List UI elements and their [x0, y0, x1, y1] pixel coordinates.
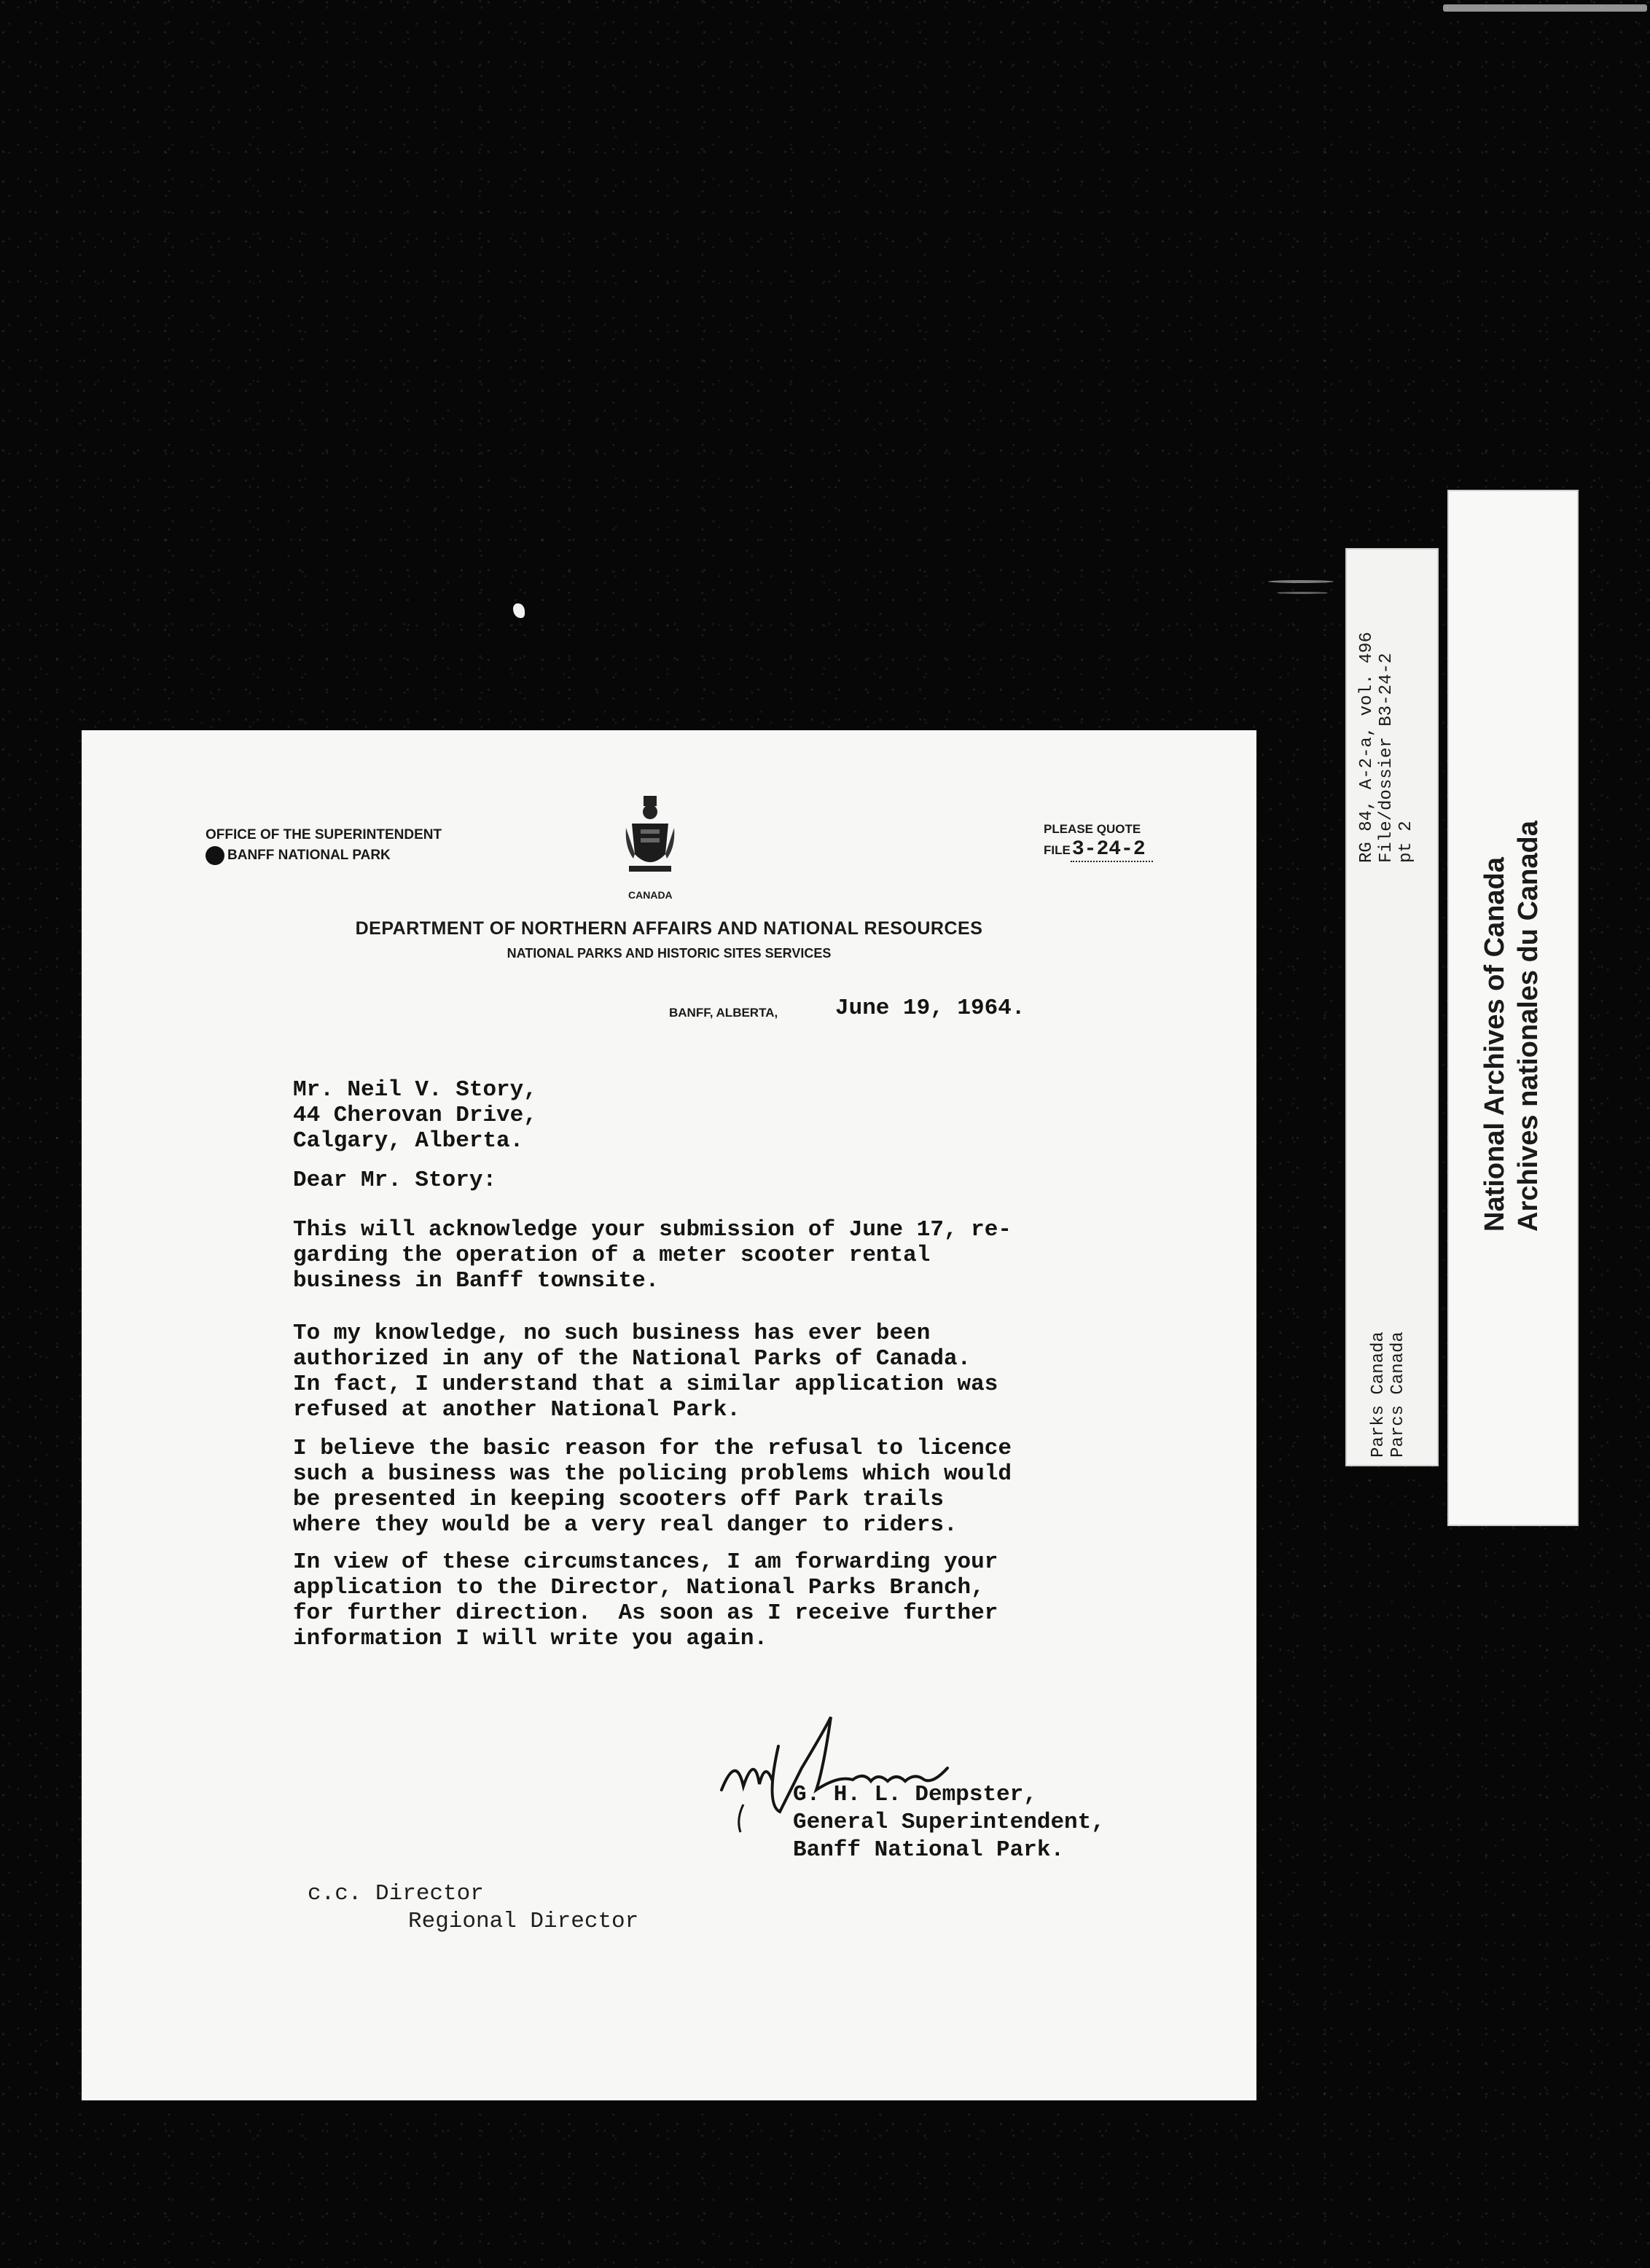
archive-reference [1357, 632, 1416, 863]
signature-block [714, 1702, 1122, 1870]
signature-text [793, 1781, 1105, 1864]
recipient-address [293, 1077, 537, 1154]
agency-en: Parks Canada [1369, 1332, 1388, 1458]
archives-fr: Archives nationales du Canada [1513, 821, 1544, 1232]
text-line: be presented in keeping scooters off Park trails [293, 1487, 944, 1512]
scan-speck [1443, 4, 1647, 12]
department-title: DEPARTMENT OF NORTHERN AFFAIRS AND NATIONAL RESOURCES [355, 918, 983, 939]
body-paragraph-1 [293, 1217, 1168, 1294]
address-line: Calgary, Alberta. [293, 1128, 524, 1154]
text-line: This will acknowledge your submission of June 17, re- [293, 1217, 1012, 1243]
body-paragraph-3 [293, 1436, 1168, 1538]
place-label: BANFF, ALBERTA, [669, 1006, 778, 1020]
text-line: for further direction. As soon as I receive further [293, 1600, 998, 1626]
country-label: CANADA [628, 889, 673, 901]
cc-row: c.c. Director [308, 1881, 484, 1907]
text-line: In view of these circumstances, I am forwarding your [293, 1549, 998, 1575]
coat-of-arms-icon [625, 796, 676, 880]
letter-date: June 19, 1964. [835, 996, 1025, 1021]
file-reference [1044, 819, 1153, 861]
carbon-copy-list [308, 1880, 638, 1936]
text-line: application to the Director, National Parks Branch, [293, 1575, 985, 1600]
scan-speck [1268, 580, 1334, 583]
ink-blot-icon [206, 846, 224, 865]
file-line: FILE3-24-2 [1044, 840, 1153, 861]
scan-speck [1277, 592, 1328, 594]
national-archives-strip [1447, 490, 1579, 1526]
text-line: refused at another National Park. [293, 1397, 740, 1423]
agency-fr: Parcs Canada [1388, 1332, 1408, 1458]
agency-label [1369, 1332, 1408, 1458]
text-line: information I will write you again. [293, 1626, 768, 1651]
ref-line: pt 2 [1396, 821, 1416, 863]
salutation: Dear Mr. Story: [293, 1168, 497, 1193]
archives-en: National Archives of Canada [1479, 857, 1510, 1232]
office-line-2: BANFF NATIONAL PARK [206, 845, 442, 866]
office-line-1: OFFICE OF THE SUPERINTENDENT [206, 827, 442, 842]
text-line: garding the operation of a meter scooter rental [293, 1243, 931, 1268]
cc-row: Regional Director [408, 1909, 639, 1934]
body-paragraph-2 [293, 1321, 1168, 1423]
national-archives-label [1478, 821, 1545, 1232]
text-line: such a business was the policing problems which would [293, 1461, 1012, 1487]
body-paragraph-4 [293, 1549, 1168, 1651]
text-line: where they would be a very real danger to riders. [293, 1512, 958, 1538]
text-line: business in Banff townsite. [293, 1268, 660, 1294]
signatory-park: Banff National Park. [793, 1837, 1065, 1863]
ref-line: File/dossier B3-24-2 [1377, 652, 1396, 863]
file-number: 3-24-2 [1071, 838, 1153, 862]
text-line: In fact, I understand that a similar application was [293, 1372, 998, 1397]
ref-line: RG 84, A-2-a, vol. 496 [1357, 632, 1377, 863]
services-subtitle: NATIONAL PARKS AND HISTORIC SITES SERVICES [507, 946, 832, 961]
text-line: authorized in any of the National Parks of Canada. [293, 1346, 971, 1372]
address-line: Mr. Neil V. Story, [293, 1077, 537, 1103]
text-line: To my knowledge, no such business has ever been [293, 1321, 931, 1346]
archive-reference-strip [1345, 548, 1439, 1466]
office-heading [206, 825, 442, 866]
signatory-title: General Superintendent, [793, 1810, 1105, 1835]
text-line: I believe the basic reason for the refusal to licence [293, 1436, 1012, 1461]
please-quote-label: PLEASE QUOTE [1044, 822, 1141, 836]
signatory-name: G. H. L. Dempster, [793, 1782, 1037, 1807]
address-line: 44 Cherovan Drive, [293, 1103, 537, 1128]
scan-speck [513, 603, 525, 618]
letter-page [82, 730, 1256, 2100]
